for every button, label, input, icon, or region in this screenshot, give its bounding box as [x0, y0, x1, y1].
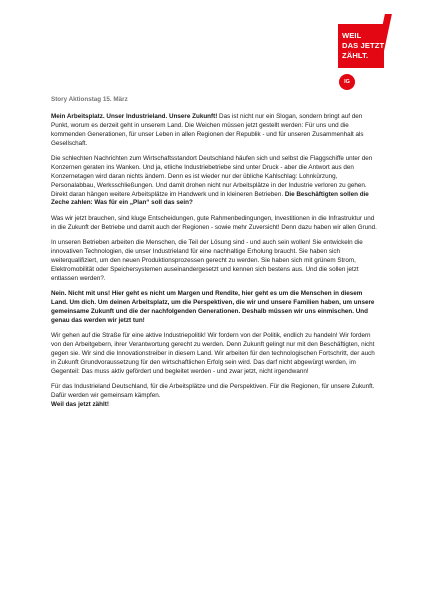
paragraph-4: In unseren Betrieben arbeiten die Menschen, die Teil der Lösung sind - und auch sein wollen! Sie entwickeln die innovativen Technologien, die unser Industrieland für eine nachhaltige Erholung braucht. Sie haben sich weiterqualifiziert, um den neuen Produktionsprozessen gerecht zu werden. Sie haben sich mit grünem Strom, Elektromobilität oder Speichersystemen auseinandergesetzt und kennen sich bestens aus. Und die sollen jetzt entlassen werden?.: [51, 238, 363, 282]
paragraph-2-text: Die schlechten Nachrichten zum Wirtschaftsstandort Deutschland häufen sich und selbst die Flaggschiffe unter den Konzernen geraten ins Wanken. Und ja, etliche Industriebetriebe sind unter Druck - aber die Antwort aus den Konzernetagen wird daran nichts ändern. Denn es ist wieder nur der übliche Kahlschlag: Lohnkürzung, Personalabbau, Werksschließungen. Und damit drohen nicht nur Arbeitsplätze in der Industrie verloren zu gehen. Direkt daran hängen weitere Arbeitsplätze im Handwerk und in kleineren Betrieben.: [51, 154, 373, 198]
paragraph-5: [51, 290, 377, 326]
paragraph-1: [51, 113, 377, 149]
paragraph-7: [51, 383, 377, 410]
paragraph-1-text: Das ist nicht nur ein Slogan, sondern bringt auf den Punkt, worum es derzeit geht in unserem Land. Die Weichen müssen jetzt gestellt werden: Für uns und die kommenden Generationen, für unser Leben in allen Regionen der Republik - und für unseren Zusammenhalt als Gesellschaft.: [51, 112, 364, 147]
document-body: [51, 96, 377, 416]
paragraph-3: Was wir jetzt brauchen, sind kluge Entscheidungen, gute Rahmenbedingungen, Investitionen in die Infrastruktur und in die Zukunft der Betriebe und damit auch der Regionen - sowie mehr Zuversicht! Denn dazu haben wir allen Grund.: [51, 214, 377, 231]
paragraph-1-bold: Mein Arbeitsplatz. Unser Industrieland. Unsere Zukunft!: [51, 112, 218, 120]
logo-text-line-2: DAS JETZT: [342, 41, 385, 50]
paragraph-2-bold: Die Beschäftigten sollen die Zeche zahlen: Was für ein „Plan“ soll das sein?: [51, 190, 369, 207]
paragraph-7-text: Für das Industrieland Deutschland, für die Arbeitsplätze und die Perspektiven. Für die Regionen, für unsere Zukunft. Dafür werden wir gemeinsam kämpfen.: [51, 382, 375, 399]
logo-text-line-3: ZÄHLT.: [342, 51, 369, 60]
campaign-logo: [338, 14, 394, 92]
paragraph-5-bold: Nein. Nicht mit uns! Hier geht es nicht um Margen und Rendite, hier geht es um die Menschen in diesem Land. Um dich. Um deinen Arbeitsplatz, um die Perspektiven, die wir und unsere Familien haben, um unsere gemeinsame Zukunft und die der nachfolgenden Generationen. Deshalb müssen wir uns einmischen. Und genau das werden wir jetzt tun!: [51, 289, 375, 324]
paragraph-6: Wir gehen auf die Straße für eine aktive Industriepolitik! Wir fordern von der Politik, endlich zu handeln! Wir fordern von den Arbeitgebern, ihrer Verantwortung gerecht zu werden. Denn Zukunft gelingt nur mit den Beschäftigten, nicht gegen sie. Wir sind die Innovationstreiber in diesem Land. Wir arbeiten für den technologischen Fortschritt, der auch in Zukunft Grundvoraussetzung für den wirtschaftlichen Erfolg sein wird. Das darf nicht abgewürgt werden, im Gegenteil: Das muss aktiv gefördert und begleitet werden - und zwar jetzt, nicht irgendwann!: [51, 331, 375, 375]
document-heading: Story Aktionstag 15. März: [51, 96, 128, 103]
paragraph-2: [51, 155, 377, 208]
paragraph-7-bold: Weil das jetzt zählt!: [51, 400, 109, 408]
union-badge-text: IG: [344, 79, 350, 85]
logo-text-line-1: WEIL: [342, 31, 362, 40]
